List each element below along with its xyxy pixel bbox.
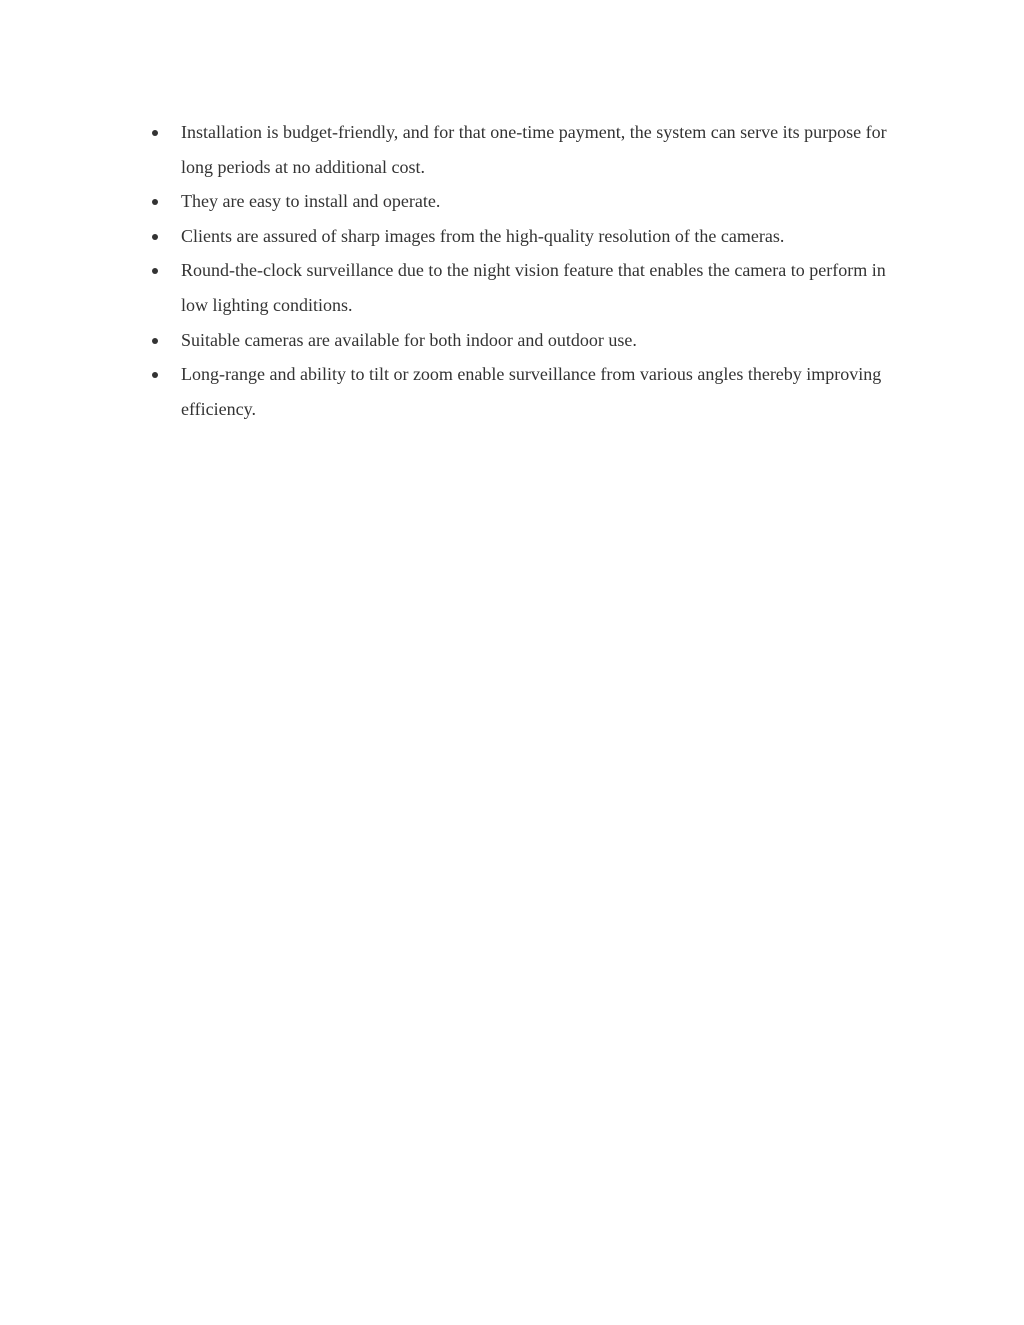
list-item (148, 253, 888, 322)
bullet-list (148, 115, 888, 426)
bullet-icon (152, 338, 158, 344)
list-item-text: Clients are assured of sharp images from the high-quality resolution of the cameras. (181, 225, 785, 246)
bullet-icon (152, 372, 158, 378)
list-item-text: Installation is budget-friendly, and for that one-time payment, the system can serve its purpose for long periods at no additional cost. (181, 122, 887, 177)
bullet-icon (152, 130, 158, 136)
list-item (148, 323, 888, 358)
list-item-text: Suitable cameras are available for both indoor and outdoor use. (181, 329, 637, 350)
bullet-icon (152, 199, 158, 205)
bullet-icon (152, 268, 158, 274)
bullet-icon (152, 234, 158, 240)
list-item (148, 219, 888, 254)
list-item-text: Round-the-clock surveillance due to the night vision feature that enables the camera to perform in low lighting conditions. (181, 260, 886, 315)
list-item-text: They are easy to install and operate. (181, 191, 441, 212)
list-item (148, 115, 888, 184)
list-item (148, 357, 888, 426)
list-item (148, 184, 888, 219)
list-item-text: Long-range and ability to tilt or zoom enable surveillance from various angles thereby improving efficiency. (181, 364, 882, 419)
